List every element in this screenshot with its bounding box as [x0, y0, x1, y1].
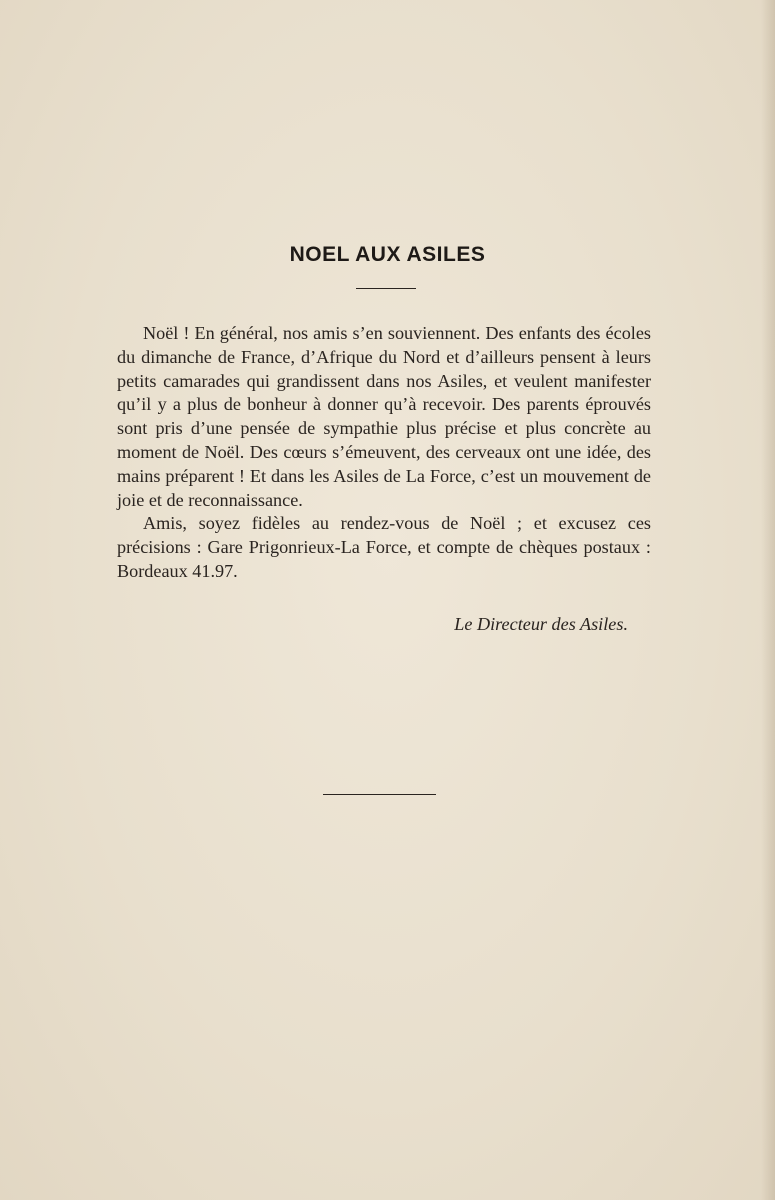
end-divider	[323, 794, 436, 795]
page-title: NOEL AUX ASILES	[289, 243, 486, 266]
article-body	[117, 322, 651, 584]
paragraph-2: Amis, soyez fidèles au rendez-vous de Noël ; et excusez ces précisions : Gare Prigonrieux-La Force, et compte de chèques postaux : Bordeaux 41.97.	[117, 513, 651, 581]
signature: Le Directeur des Asiles.	[454, 614, 628, 634]
paragraph-1: Noël ! En général, nos amis s’en souviennent. Des enfants des écoles du dimanche de France, d’Afrique du Nord et d’ailleurs pensent à leurs petits camarades qui grandissent dans nos Asiles, et veulent manifester qu’il y a plus de bonheur à donner qu’à recevoir. Des parents éprouvés sont pris d’une pensée de sympathie plus précise et plus concrète au moment de Noël. Des cœurs s’émeuvent, des cerveaux ont une idée, des mains préparent ! Et dans les Asiles de La Force, c’est un mouvement de joie et de reconnaissance.	[117, 323, 651, 510]
title-divider	[356, 288, 416, 289]
page-edge-shadow	[761, 0, 775, 1200]
